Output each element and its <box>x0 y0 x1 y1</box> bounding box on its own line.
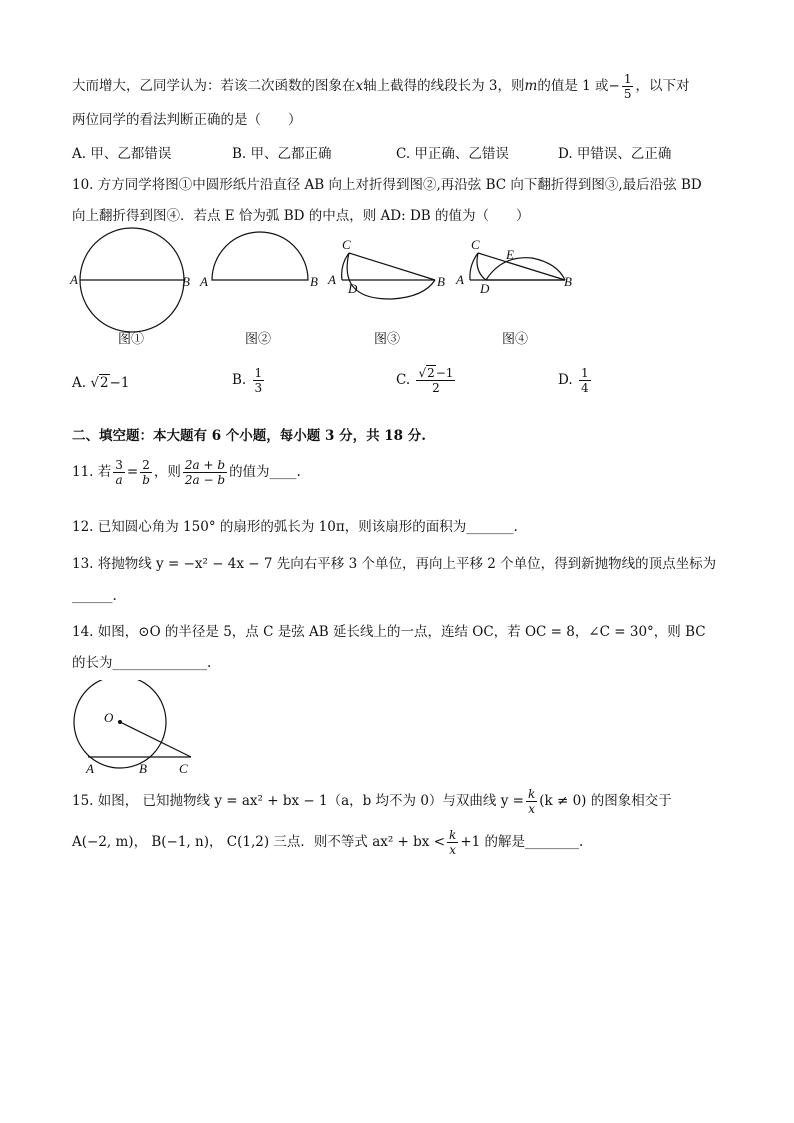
q10-opt-d-fraction <box>579 366 591 395</box>
q10-opt-c-num: √2−1 <box>418 366 454 380</box>
q11-f3-num: 2a + b <box>184 458 226 472</box>
q9-option-c: C. 甲正确、乙错误 <box>396 146 509 162</box>
q14-label-b: B <box>139 761 147 776</box>
q11-line <box>72 458 301 487</box>
fig3-label-b: B <box>437 274 445 289</box>
q9-text-c: 的值是 1 或 <box>537 78 609 94</box>
q9-frac-num: 1 <box>623 72 632 86</box>
q12-line: 12. 已知圆心角为 150° 的扇形的弧长为 10π，则该扇形的面积为_______. <box>72 519 518 535</box>
q10-option-a <box>72 375 129 391</box>
q15-f2-den: x <box>449 843 457 857</box>
q11-f1-num: 3 <box>115 458 123 472</box>
q15-frac-2 <box>447 828 458 857</box>
q14-line2: 的长为______________. <box>72 655 212 671</box>
q11-pre: 11. 若 <box>72 464 112 480</box>
q9-var-m: m <box>524 78 538 94</box>
q15-line1 <box>72 787 672 816</box>
fig1-label-b: B <box>182 274 190 289</box>
q10-opt-c-den: 2 <box>432 381 440 395</box>
fig4-label-e: E <box>506 247 514 262</box>
q10-opt-d-num: 1 <box>580 366 589 380</box>
q14-label-c: C <box>179 761 188 776</box>
q11-f3-den: 2a − b <box>184 473 226 487</box>
q9-text-a: 大而增大，乙同学认为：若该二次函数的图象在 <box>72 78 356 94</box>
q10-opt-d-label: D. <box>558 372 573 388</box>
q10-opt-c-radicand: 2 <box>427 366 435 380</box>
q11-post: 的值为____. <box>229 464 301 480</box>
q13-line2: ______. <box>72 588 117 604</box>
q11-mid: ，则 <box>153 464 181 480</box>
fig2-label-a: A <box>200 274 208 289</box>
q11-frac-2 <box>140 458 152 487</box>
fig2-semicircle <box>212 232 308 280</box>
q14-figure <box>66 680 206 780</box>
q15-f1-den: x <box>528 802 535 816</box>
q10-opt-a-radicand: 2 <box>99 375 109 391</box>
caption-fig2: 图② <box>245 331 272 346</box>
q15-line2 <box>72 828 583 857</box>
q9-option-d: D. 甲错误、乙正确 <box>558 146 672 162</box>
fig3-chord-cb <box>349 253 435 280</box>
q10-opt-c-label: C. <box>396 372 411 388</box>
q15-frac-1 <box>526 787 537 816</box>
q10-option-d <box>558 366 593 395</box>
fig4-label-a: A <box>456 272 464 287</box>
q10-option-b <box>232 366 266 395</box>
q10-line2: 向上翻折得到图④．若点 E 恰为弧 BD 的中点，则 AD: DB 的值为（ ） <box>72 208 530 224</box>
q9-minus: − <box>608 78 620 94</box>
q11-frac-1 <box>113 458 125 487</box>
q10-option-c <box>396 366 457 395</box>
q9-var-x: x <box>355 78 364 94</box>
q9-option-b: B. 甲、乙都正确 <box>232 146 332 162</box>
q10-line1: 10. 方方同学将图①中圆形纸片沿直径 AB 向上对折得到图②,再沿弦 BC 向下翻折得到图③,最后沿弦 BD <box>72 177 702 193</box>
q11-frac-3 <box>183 458 227 487</box>
q13-line1: 13. 将抛物线 y = −x² − 4x − 7 先向右平移 3 个单位，再向上平移 2 个单位，得到新抛物线的顶点坐标为 <box>72 556 717 572</box>
q15-line2-b: +1 的解是________. <box>460 834 584 850</box>
fig3-label-c: C <box>342 237 351 252</box>
fig1-label-a: A <box>70 272 78 287</box>
q10-opt-b-den: 3 <box>254 381 263 395</box>
q14-line1: 14. 如图，⊙O 的半径是 5，点 C 是弦 AB 延长线上的一点，连结 OC，若 OC = 8，∠C = 30°，则 BC <box>72 624 706 640</box>
q14-label-o: O <box>104 710 114 725</box>
q10-opt-a-label: A. <box>72 375 87 391</box>
q9-option-a: A. 甲、乙都错误 <box>72 146 172 162</box>
q11-eq: = <box>126 464 139 480</box>
q15-f1-num: k <box>527 787 536 801</box>
q9-frac-den: 5 <box>623 87 632 101</box>
q10-figures <box>62 225 592 350</box>
fig4-label-c: C <box>471 237 480 252</box>
q10-opt-a-rest: −1 <box>109 375 130 391</box>
q9-line1 <box>72 72 689 101</box>
caption-fig1: 图① <box>118 331 145 346</box>
q9-line2: 两位同学的看法判断正确的是（ ） <box>72 112 302 128</box>
q9-fraction <box>622 72 634 101</box>
q14-center-dot <box>118 720 122 724</box>
q10-opt-a-sqrt: √2 <box>90 375 109 391</box>
q10-opt-d-den: 4 <box>580 381 589 395</box>
section-heading-fill-blank: 二、填空题：本大题有 6 个小题，每小题 3 分，共 18 分. <box>72 428 426 444</box>
fig4-arc-c-d <box>477 253 486 280</box>
q11-f2-den: b <box>142 473 150 487</box>
fig3-label-a: A <box>328 272 336 287</box>
q15-f2-num: k <box>449 828 457 842</box>
q11-f2-num: 2 <box>140 458 152 473</box>
q9-text-d: ，以下对 <box>635 78 690 94</box>
fig4-label-d: D <box>480 281 490 296</box>
caption-fig3: 图③ <box>374 331 401 346</box>
fig4-chord-cb <box>478 253 565 280</box>
q10-opt-c-num-rest: −1 <box>435 366 454 380</box>
q15-line2-a: A(−2, m)， B(−1, n)， C(1,2) 三点．则不等式 ax² + bx < <box>72 834 446 850</box>
fig4-label-b: B <box>564 274 572 289</box>
q10-opt-b-label: B. <box>232 372 247 388</box>
q9-text-b: 轴上截得的线段长为 3，则 <box>363 78 525 94</box>
q10-opt-b-num: 1 <box>254 366 263 380</box>
q15-line1-a: 15. 如图， 已知抛物线 y = ax² + bx − 1（a，b 均不为 0）与双曲线 y = <box>72 793 524 809</box>
q10-opt-b-fraction <box>253 366 265 395</box>
fig3-label-d: D <box>348 281 358 296</box>
q10-opt-c-fraction <box>416 366 455 395</box>
q14-label-a: A <box>86 761 94 776</box>
q11-f1-den: a <box>115 473 123 487</box>
fig2-label-b: B <box>310 274 318 289</box>
caption-fig4: 图④ <box>502 331 529 346</box>
q15-line1-b: (k ≠ 0) 的图象相交于 <box>539 793 672 809</box>
